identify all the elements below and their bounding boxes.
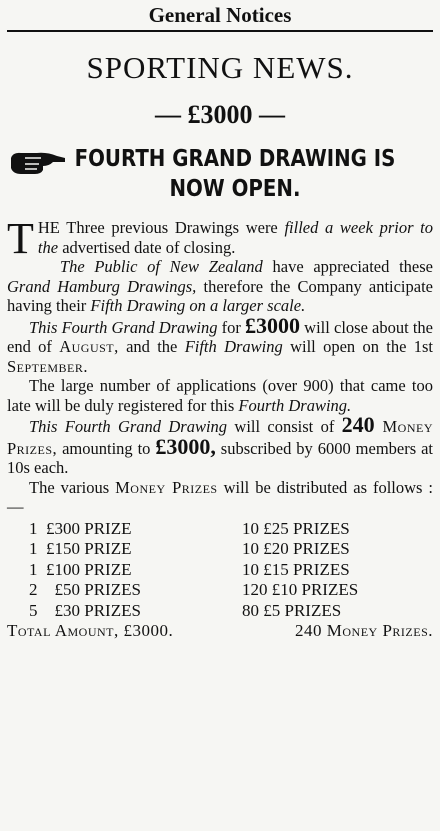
text: subscribed by 6000 members at 10s each. xyxy=(7,438,433,477)
prize-row: 1 £150 PRIZE xyxy=(29,539,132,558)
prize-row: 2 £50 PRIZES xyxy=(29,580,141,599)
drawing-heading xyxy=(7,144,433,204)
paragraph-3 xyxy=(7,312,434,377)
amount-bold: £3000, xyxy=(155,433,216,459)
drawing-line-1: FOURTH GRAND DRAWING IS xyxy=(74,146,396,172)
text-smallcaps: Money Prizes, xyxy=(7,417,434,458)
total-prizes: 240 Money Prizes. xyxy=(295,621,433,640)
text-italic: This Fourth Grand Drawing xyxy=(29,417,228,436)
text-italic: This Fourth Grand Drawing xyxy=(29,317,218,337)
paragraph-1 xyxy=(7,214,434,263)
text: will close about the end of xyxy=(7,317,434,356)
month-smallcaps: August, xyxy=(59,337,119,356)
prize-row: 10 £20 PRIZES xyxy=(242,539,350,558)
prize-row: 80 £5 PRIZES xyxy=(242,600,342,620)
text: HE Three previous Drawings were xyxy=(37,218,285,237)
paragraph-4 xyxy=(7,376,433,415)
drop-cap: T xyxy=(7,214,34,263)
paragraph-5 xyxy=(7,412,434,478)
prize-row: 10 £15 PRIZES xyxy=(242,559,350,579)
prize-row: 1 £100 PRIZE xyxy=(29,559,132,579)
total-line xyxy=(7,621,433,641)
drawing-line-2: NOW OPEN. xyxy=(169,176,301,202)
text: for xyxy=(217,317,246,337)
amount-heading: — £3000 — xyxy=(155,100,285,129)
prize-table xyxy=(7,519,433,622)
text: and the xyxy=(118,337,185,356)
section-header: General Notices xyxy=(148,3,292,27)
header-rule xyxy=(7,30,433,32)
month-smallcaps: September. xyxy=(7,356,88,376)
pointing-hand-icon xyxy=(7,144,67,180)
text: will be distributed as follows :— xyxy=(7,477,433,516)
text: The various xyxy=(29,477,116,497)
text-italic: Fifth Drawing xyxy=(184,337,283,356)
count-bold: 240 xyxy=(341,412,375,437)
text-italic: Grand Hamburg Drawings, xyxy=(7,276,197,296)
text-smallcaps: Money Prizes xyxy=(115,477,218,497)
text: advertised date of closing. xyxy=(58,237,236,257)
text: have appreciated these xyxy=(262,257,433,276)
paragraph-2 xyxy=(7,257,433,316)
text: The large number of applications (over 900) that came too late will be duly registered for this xyxy=(7,376,433,415)
prize-column-right xyxy=(220,519,433,622)
prize-row: 1 £300 PRIZE xyxy=(29,518,132,538)
amount-bold: £3000 xyxy=(245,312,301,338)
total-amount: Total Amount, £3000. xyxy=(7,621,174,640)
prize-row: 10 £25 PRIZES xyxy=(242,518,350,538)
prize-row: 120 £10 PRIZES xyxy=(242,580,359,599)
text-italic: Fourth Drawing. xyxy=(238,395,352,415)
notice-body xyxy=(7,214,434,517)
text: will consist of xyxy=(227,417,342,436)
text-italic: filled a week prior to the xyxy=(37,218,434,257)
paragraph-6 xyxy=(7,478,433,517)
text-italic: The Public of New Zealand xyxy=(59,257,263,276)
prize-column-left xyxy=(7,519,220,622)
page-title: SPORTING NEWS. xyxy=(86,50,354,85)
text: therefore the Company anticipate having their xyxy=(7,276,434,315)
text: amounting to xyxy=(57,438,156,458)
text-italic: Fifth Drawing on a larger scale. xyxy=(90,296,306,315)
text: will open on the 1st xyxy=(282,337,433,356)
prize-row: 5 £30 PRIZES xyxy=(29,600,141,620)
